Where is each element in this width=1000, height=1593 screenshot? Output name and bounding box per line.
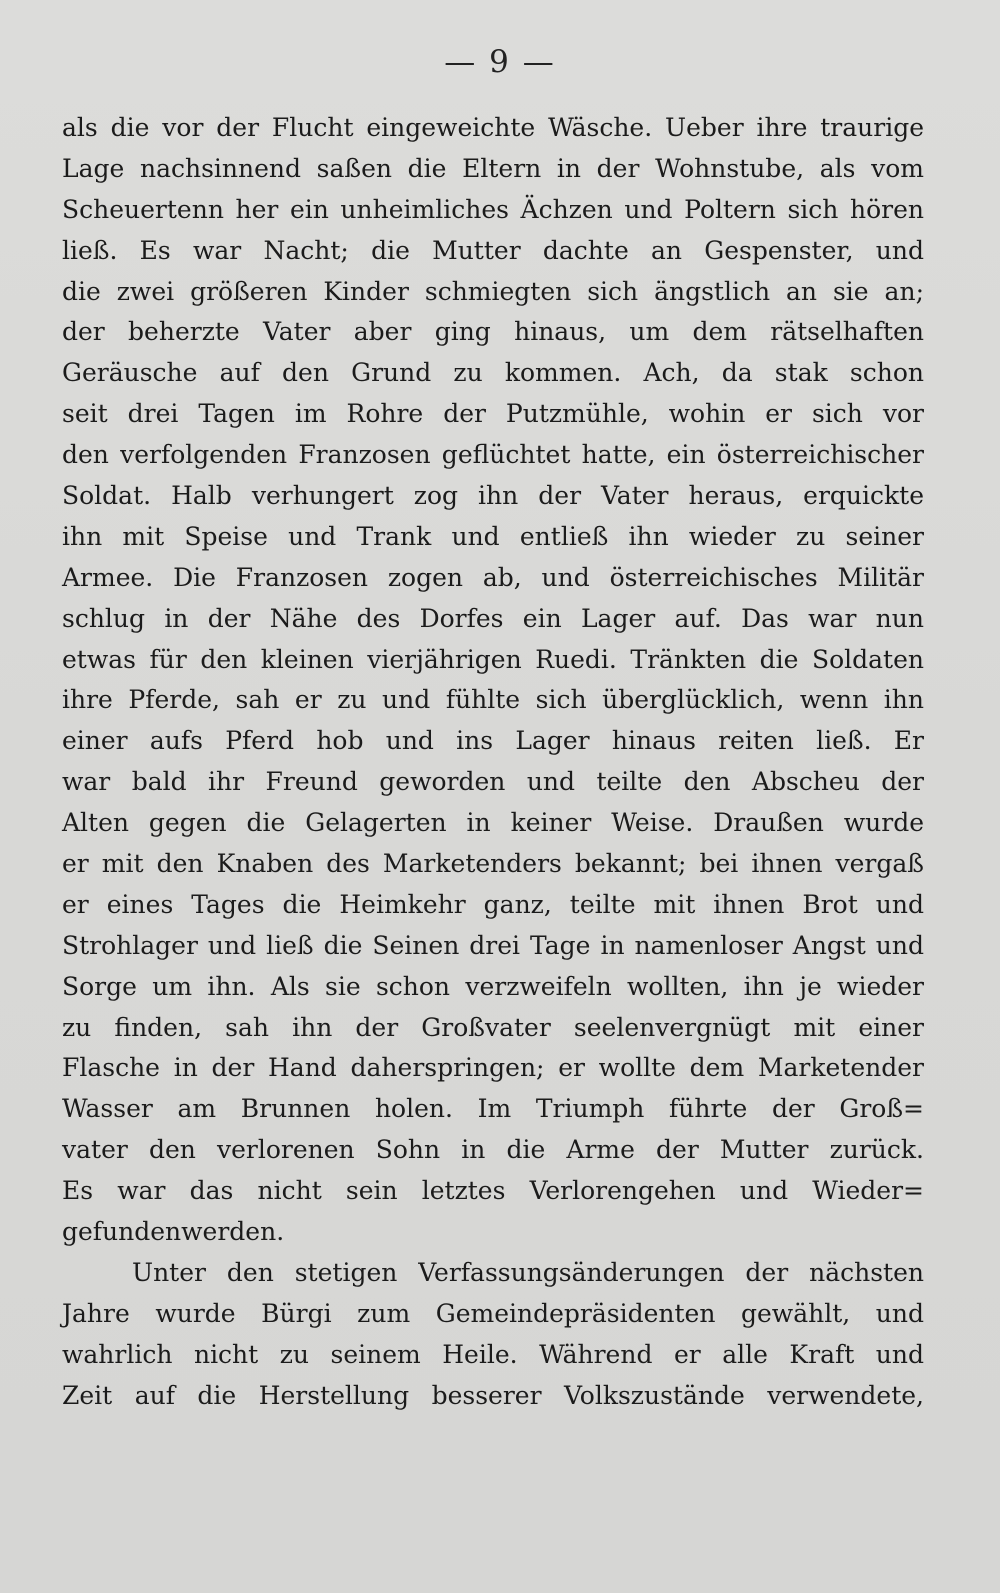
text-line: etwas für den kleinen vierjährigen Ruedi. Tränkten die Soldaten xyxy=(62,644,924,674)
text-line: den verfolgenden Franzosen geflüchtet hatte, ein österreichischer xyxy=(62,440,924,470)
text-line: Zeit auf die Herstellung besserer Volkszustände verwendete, xyxy=(62,1380,924,1410)
text-line: ihre Pferde, sah er zu und fühlte sich überglücklich, wenn ihn xyxy=(62,685,924,715)
text-line: er mit den Knaben des Marketenders bekannt; bei ihnen vergaß xyxy=(62,849,924,879)
text-line: Soldat. Halb verhungert zog ihn der Vater heraus, erquickte xyxy=(62,481,924,511)
text-line: der beherzte Vater aber ging hinaus, um dem rätselhaften xyxy=(62,317,924,347)
text-line: Geräusche auf den Grund zu kommen. Ach, da stak schon xyxy=(62,358,924,388)
text-line: wahrlich nicht zu seinem Heile. Während er alle Kraft und xyxy=(62,1339,924,1369)
text-line: Es war das nicht sein letztes Verlorengehen und Wieder= xyxy=(62,1176,924,1206)
text-line: Wasser am Brunnen holen. Im Triumph führte der Groß= xyxy=(62,1094,924,1124)
text-line: war bald ihr Freund geworden und teilte den Abscheu der xyxy=(62,767,924,797)
text-line: Alten gegen die Gelagerten in keiner Weise. Draußen wurde xyxy=(62,808,924,838)
text-line: Scheuertenn her ein unheimliches Ächzen und Poltern sich hören xyxy=(62,194,924,224)
text-line: seit drei Tagen im Rohre der Putzmühle, wohin er sich vor xyxy=(62,399,924,429)
body-text xyxy=(62,108,924,1417)
text-line: die zwei größeren Kinder schmiegten sich ängstlich an sie an; xyxy=(62,276,924,306)
text-line: Unter den stetigen Verfassungsänderungen der nächsten xyxy=(132,1257,924,1287)
text-line: als die vor der Flucht eingeweichte Wäsche. Ueber ihre traurige xyxy=(62,113,924,142)
text-line: gefundenwerden. xyxy=(62,1217,285,1247)
text-line: vater den verlorenen Sohn in die Arme der Mutter zurück. xyxy=(62,1135,924,1165)
text-line: Armee. Die Franzosen zogen ab, und österreichisches Militär xyxy=(62,562,924,592)
text-line: einer aufs Pferd hob und ins Lager hinaus reiten ließ. Er xyxy=(62,726,924,756)
text-line: Strohlager und ließ die Seinen drei Tage in namenloser Angst und xyxy=(62,930,924,960)
page-number: — 9 — xyxy=(444,44,556,80)
text-line: Flasche in der Hand daherspringen; er wollte dem Marketender xyxy=(62,1053,924,1083)
text-line: ihn mit Speise und Trank und entließ ihn wieder zu seiner xyxy=(62,521,924,551)
text-line: Jahre wurde Bürgi zum Gemeindepräsidenten gewählt, und xyxy=(62,1298,924,1328)
text-line: zu finden, sah ihn der Großvater seelenvergnügt mit einer xyxy=(62,1012,924,1042)
text-line: Sorge um ihn. Als sie schon verzweifeln wollten, ihn je wieder xyxy=(62,971,924,1001)
text-line: schlug in der Nähe des Dorfes ein Lager auf. Das war nun xyxy=(62,603,924,633)
text-line: er eines Tages die Heimkehr ganz, teilte mit ihnen Brot und xyxy=(62,889,924,919)
text-line: ließ. Es war Nacht; die Mutter dachte an Gespenster, und xyxy=(62,235,924,265)
text-line: Lage nachsinnend saßen die Eltern in der Wohnstube, als vom xyxy=(62,153,924,183)
